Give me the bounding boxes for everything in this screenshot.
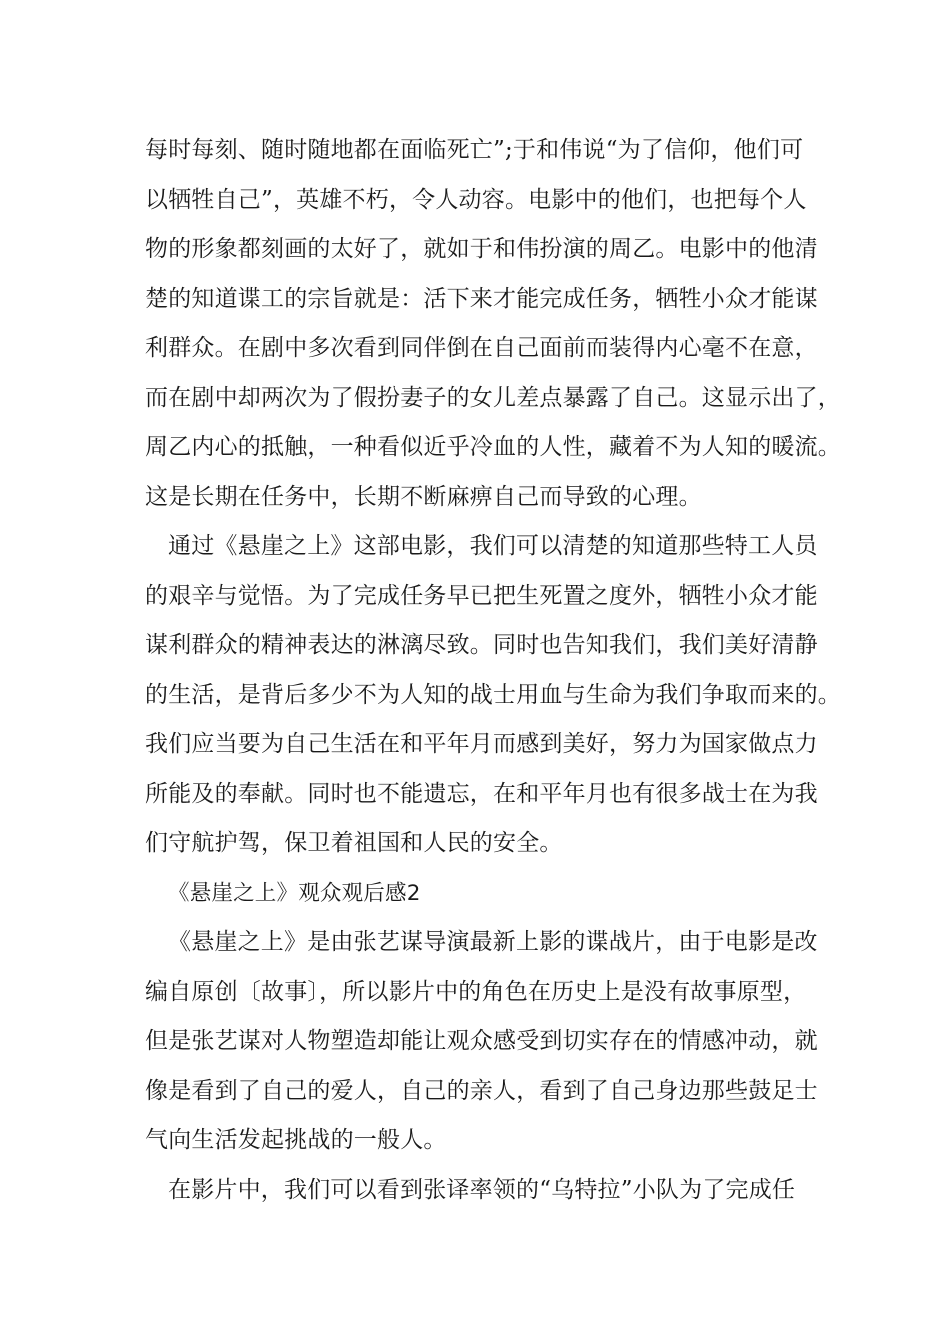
text-line: 像是看到了自己的爱人，自己的亲人，看到了自己身边那些鼓足士 <box>145 1077 818 1104</box>
text-line: 楚的知道谍工的宗旨就是：活下来才能完成任务，牺牲小众才能谋 <box>145 285 818 312</box>
text-line: 所能及的奉献。同时也不能遗忘，在和平年月也有很多战士在为我 <box>145 780 818 807</box>
text-line: 而在剧中却两次为了假扮妻子的女儿差点暴露了自己。这显示出了， <box>145 384 841 411</box>
text-line: 利群众。在剧中多次看到同伴倒在自己面前而装得内心毫不在意， <box>145 335 818 361</box>
text-line: 气向生活发起挑战的一般人。 <box>145 1127 447 1153</box>
text-line: 这是长期在任务中，长期不断麻痹自己而导致的心理。 <box>145 483 702 510</box>
text-line: 周乙内心的抵触，一种看似近乎冷血的人性，藏着不为人知的暖流。 <box>145 434 841 460</box>
text-line: 编自原创〔故事〕，所以影片中的角色在历史上是没有故事原型， <box>145 978 807 1005</box>
text-line: 的生活，是背后多少不为人知的战士用血与生命为我们争取而来的。 <box>145 681 841 708</box>
text-line: 每时每刻、随时随地都在面临死亡”;于和伟说“为了信仰，他们可 <box>145 137 804 163</box>
section-heading: 《悬崖之上》观众观后感2 <box>168 880 421 906</box>
document-body <box>145 126 841 1215</box>
paragraph-start-line: 《悬崖之上》是由张艺谋导演最新上影的谍战片，由于电影是改 <box>168 929 818 955</box>
text-line: 谋利群众的精神表达的淋漓尽致。同时也告知我们，我们美好清静 <box>145 632 818 658</box>
text-line: 但是张艺谋对人物塑造却能让观众感受到切实存在的情感冲动，就 <box>145 1028 818 1054</box>
text-line: 们守航护驾，保卫着祖国和人民的安全。 <box>145 830 563 856</box>
text-line: 物的形象都刻画的太好了，就如于和伟扮演的周乙。电影中的他清 <box>145 236 818 262</box>
paragraph-start-line: 在影片中，我们可以看到张译率领的“乌特拉”小队为了完成任 <box>168 1176 796 1203</box>
text-line: 以牺牲自己”，英雄不朽，令人动容。电影中的他们，也把每个人 <box>145 186 807 213</box>
paragraph-start-line: 通过《悬崖之上》这部电影，我们可以清楚的知道那些特工人员 <box>168 533 818 559</box>
text-line: 我们应当要为自己生活在和平年月而感到美好，努力为国家做点力 <box>145 731 818 757</box>
text-line: 的艰辛与觉悟。为了完成任务早已把生死置之度外，牺牲小众才能 <box>145 582 818 609</box>
